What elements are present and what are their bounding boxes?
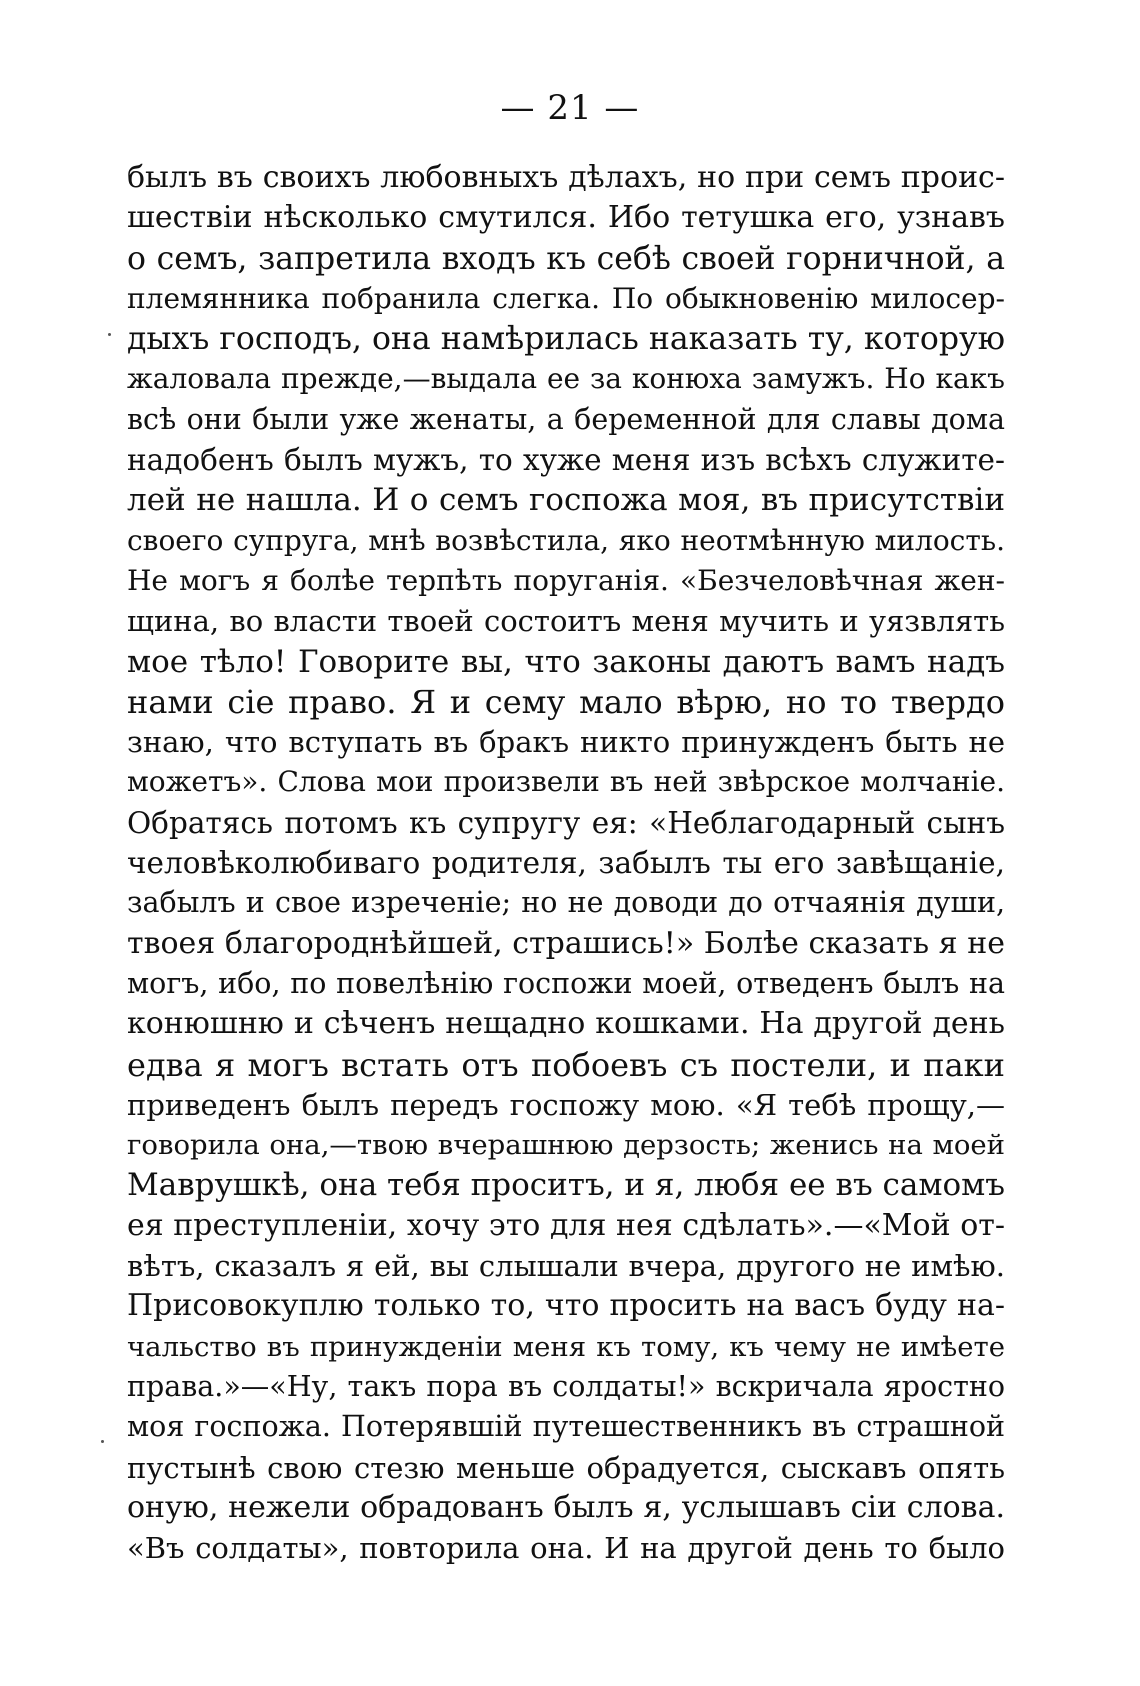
text-line: жаловала прежде,—выдала ее за конюха замужъ. Но какъ: [127, 362, 1005, 396]
text-line: забылъ и свое изреченіе; но не доводи до отчаянія души,: [127, 886, 1005, 920]
text-line: конюшню и сѣченъ нещадно кошками. На другой день: [127, 1006, 1005, 1042]
text-line: о семъ, запретила входъ къ себѣ своей горничной, а: [127, 240, 1005, 277]
text-line: Не могъ я болѣе терпѣть поруганія. «Безчеловѣчная жен-: [127, 563, 1005, 597]
text-line: могъ, ибо, по повелѣнію госпожи моей, отведенъ былъ на: [127, 966, 1005, 1000]
text-line: вѣтъ, сказалъ я ей, вы слышали вчера, другого не имѣю.: [127, 1249, 1005, 1284]
page-number: — 21 —: [500, 88, 640, 128]
text-line: пустынѣ свою стезю меньше обрадуется, сыскавъ опять: [127, 1450, 1005, 1485]
text-line: твоея благороднѣйшей, страшись!» Болѣе сказать я не: [127, 925, 1005, 961]
text-line: нами сіе право. Я и сему мало вѣрю, но то твердо: [127, 682, 1005, 721]
body-text: [127, 158, 1005, 1568]
text-line: надобенъ былъ мужъ, то хуже меня изъ всѣхъ служите-: [127, 443, 1005, 478]
text-line: мое тѣло! Говорите вы, что законы даютъ вамъ надъ: [127, 643, 1005, 680]
text-line: щина, во власти твоей состоитъ меня мучить и уязвлять: [127, 604, 1005, 639]
text-line: едва я могъ встать отъ побоевъ съ постели, и паки: [127, 1045, 1005, 1084]
text-line: приведенъ былъ передъ госпожу мою. «Я тебѣ прощу,—: [127, 1087, 1005, 1122]
text-line: знаю, что вступать въ бракъ никто принужденъ быть не: [127, 725, 1005, 760]
text-line: чальство въ принужденіи меня къ тому, къ чему не имѣете: [127, 1330, 1005, 1363]
text-line: своего супруга, мнѣ возвѣстила, яко неотмѣнную милость.: [127, 523, 1005, 557]
text-line: лей не нашла. И о семъ госпожа моя, въ присутствіи: [127, 482, 1005, 519]
text-line: всѣ они были уже женаты, а беременной для славы дома: [127, 402, 1005, 436]
text-line: шествіи нѣсколько смутился. Ибо тетушка его, узнавъ: [127, 200, 1005, 236]
text-line: Маврушкѣ, она тебя проситъ, и я, любя ее въ самомъ: [127, 1167, 1005, 1204]
text-line: былъ въ своихъ любовныхъ дѣлахъ, но при семъ проис-: [127, 160, 1005, 195]
text-line: дыхъ господъ, она намѣрилась наказать ту, которую: [127, 321, 1005, 358]
text-line: племянника побранила слегка. По обыкновенію милосер-: [127, 281, 1005, 315]
text-line: права.»—«Ну, такъ пора въ солдаты!» вскричала яростно: [127, 1369, 1005, 1403]
text-line: можетъ». Слова мои произвели въ ней звѣрское молчаніе.: [127, 765, 1005, 799]
text-line: ея преступленіи, хочу это для нея сдѣлать».—«Мой от-: [127, 1207, 1005, 1243]
text-line: говорила она,—твою вчерашнюю дерзость; женись на моей: [127, 1129, 1005, 1162]
text-line: человѣколюбиваго родителя, забылъ ты его завѣщаніе,: [127, 846, 1005, 881]
scan-speck: [108, 333, 111, 336]
text-line: оную, нежели обрадованъ былъ я, услышавъ сіи слова.: [127, 1489, 1005, 1525]
text-line: Обратясь потомъ къ супругу ея: «Неблагодарный сынъ: [127, 805, 1005, 840]
text-line: Присовокуплю только то, что просить на васъ буду на-: [127, 1288, 1005, 1324]
text-line: моя госпожа. Потерявшій путешественникъ въ страшной: [127, 1410, 1005, 1444]
text-line: «Въ солдаты», повторила она. И на другой день то было: [127, 1531, 1005, 1566]
scan-speck: [101, 1440, 104, 1443]
